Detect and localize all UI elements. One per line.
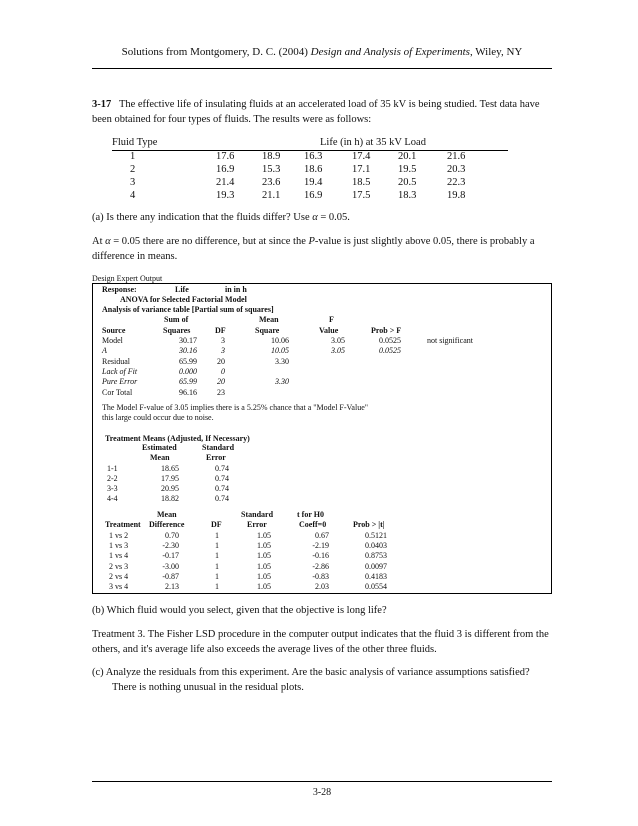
life-value-cell: 20.1 — [398, 151, 417, 162]
footer-rule — [92, 781, 552, 782]
means-treatment-cell: 3-3 — [107, 484, 118, 493]
header-suffix: , Wiley, NY — [469, 46, 523, 58]
part-b-answer: Treatment 3. The Fisher LSD procedure in the computer output indicates that the fluid 3 is different from the others, and it's average life also exceeds the average lives of the other three fluids. — [92, 629, 549, 655]
comparison-df-cell: 1 — [215, 561, 219, 571]
life-value-cell: 19.8 — [447, 190, 466, 201]
comparison-treatment-cell: 3 vs 4 — [109, 582, 129, 591]
p-symbol: P — [308, 236, 315, 247]
col-head-mean: Mean — [259, 315, 279, 324]
part-b-question: (b) Which fluid would you select, given that the objective is long life? — [92, 605, 387, 616]
part-c-answer: There is nothing unusual in the residual plots. — [112, 682, 304, 693]
anova-df-cell: 20 — [217, 356, 225, 366]
design-expert-output-box — [92, 283, 552, 594]
comp-head-tforh0: t for H0 — [297, 510, 324, 519]
comparison-diff-cell: 0.70 — [165, 531, 179, 540]
header-rule — [92, 68, 552, 69]
life-value-cell: 23.6 — [262, 177, 281, 188]
comparison-se-cell: 1.05 — [257, 541, 271, 551]
col-head-prob: Prob > F — [371, 326, 402, 335]
comparison-p-cell: 0.0403 — [365, 541, 387, 551]
anova-p-cell: 0.0525 — [379, 346, 401, 356]
anova-ss-cell: 96.16 — [179, 387, 197, 397]
means-mean-cell: 20.95 — [161, 484, 179, 493]
comparison-t-cell: 0.67 — [315, 531, 329, 540]
problem-text: The effective life of insulating fluids at an accelerated load of 35 kV is being studied. Test data have been obtained for four types of fluids. The results were as follows: — [92, 99, 540, 125]
comparison-p-cell: 0.0554 — [365, 582, 387, 591]
comparison-t-cell: -2.19 — [312, 541, 329, 551]
anova-f-cell: 3.05 — [331, 336, 345, 345]
part-a-ans-end: -value is just slightly above 0.05, there is probably a difference in means. — [92, 236, 535, 262]
life-header: Life (in h) at 35 kV Load — [320, 137, 426, 148]
life-value-cell: 16.3 — [304, 151, 323, 162]
fluid-row — [112, 164, 508, 177]
part-a-q-text: (a) Is there any indication that the fluids differ? Use — [92, 212, 313, 223]
col-head-squares: Squares — [163, 326, 191, 335]
fluid-row — [112, 151, 508, 164]
life-value-cell: 20.5 — [398, 177, 417, 188]
col-head-f: F — [329, 315, 334, 324]
life-value-cell: 22.3 — [447, 177, 466, 188]
problem-number: 3-17 — [92, 99, 112, 110]
design-expert-label: Design Expert Output — [92, 274, 163, 283]
means-mean-cell: 18.82 — [161, 494, 179, 503]
life-value-cell: 18.6 — [304, 164, 323, 175]
means-mean-cell: 18.65 — [161, 464, 179, 473]
life-value-cell: 17.4 — [352, 151, 371, 162]
comp-head-difference: Difference — [149, 520, 185, 529]
fluid-type-header: Fluid Type — [112, 137, 158, 148]
col-head-source: Source — [102, 326, 126, 335]
means-head-mean: Mean — [150, 453, 170, 462]
comparison-diff-cell: -3.00 — [162, 561, 179, 571]
comparison-p-cell: 0.0097 — [365, 561, 387, 571]
means-se-cell: 0.74 — [215, 494, 229, 503]
life-value-cell: 19.4 — [304, 177, 323, 188]
anova-source-cell: Residual — [102, 356, 130, 366]
life-value-cell: 21.6 — [447, 151, 466, 162]
anova-source-cell: Cor Total — [102, 387, 133, 397]
alpha-symbol: α — [312, 212, 318, 223]
anova-ss-cell: 65.99 — [179, 377, 197, 387]
means-se-cell: 0.74 — [215, 484, 229, 493]
fluid-table-header — [112, 137, 508, 151]
anova-ms-cell: 10.05 — [271, 346, 289, 356]
col-head-sumof: Sum of — [164, 315, 189, 324]
part-a-answer — [92, 234, 552, 264]
comp-head-error: Error — [247, 520, 267, 529]
fluid-data-table — [112, 137, 508, 203]
comp-head-mean: Mean — [157, 510, 177, 519]
comparison-p-cell: 0.4183 — [365, 571, 387, 581]
treatment-means-title: Treatment Means (Adjusted, If Necessary) — [105, 434, 250, 443]
comparison-diff-cell: -0.17 — [162, 551, 179, 561]
comparison-diff-cell: -2.30 — [162, 541, 179, 551]
comparison-diff-cell: -0.87 — [162, 571, 179, 581]
life-value-cell: 21.4 — [216, 177, 235, 188]
comparison-se-cell: 1.05 — [257, 582, 271, 591]
comparison-t-cell: -0.83 — [312, 571, 329, 581]
comparison-treatment-cell: 2 vs 4 — [109, 571, 129, 581]
means-treatment-cell: 2-2 — [107, 474, 118, 483]
problem-statement — [92, 97, 552, 127]
means-mean-cell: 17.95 — [161, 474, 179, 483]
means-head-error: Error — [206, 453, 226, 462]
comp-head-df: DF — [211, 520, 222, 529]
life-value-cell: 19.5 — [398, 164, 417, 175]
part-a-ans-start: At — [92, 236, 106, 247]
life-value-cell: 16.9 — [304, 190, 323, 201]
means-treatment-cell: 4-4 — [107, 494, 118, 503]
comparison-df-cell: 1 — [215, 551, 219, 561]
fluid-type-cell: 3 — [130, 177, 136, 188]
anova-df-cell: 20 — [217, 377, 225, 387]
anova-source-cell: Model — [102, 336, 123, 345]
comparison-df-cell: 1 — [215, 582, 219, 591]
anova-ms-cell: 10.06 — [271, 336, 289, 345]
alpha-symbol: α — [105, 236, 111, 247]
anova-source-cell: Pure Error — [102, 377, 138, 387]
comparison-df-cell: 1 — [215, 531, 219, 540]
fluid-type-cell: 4 — [130, 190, 136, 201]
header-book-title: Design and Analysis of Experiments — [310, 46, 470, 58]
comparison-se-cell: 1.05 — [257, 561, 271, 571]
anova-source-cell: Lack of Fit — [102, 366, 138, 376]
means-head-standard: Standard — [202, 443, 235, 452]
col-head-df: DF — [215, 326, 226, 335]
response-label: Response: — [102, 285, 137, 294]
means-se-cell: 0.74 — [215, 464, 229, 473]
anova-f-cell: 3.05 — [331, 346, 345, 356]
part-a-q-end: = 0.05. — [317, 212, 350, 223]
fluid-table-body — [112, 151, 508, 203]
response-name: Life — [175, 285, 189, 294]
comparison-treatment-cell: 1 vs 2 — [109, 531, 129, 540]
comparison-treatment-cell: 1 vs 3 — [109, 541, 129, 551]
life-value-cell: 17.5 — [352, 190, 371, 201]
life-value-cell: 17.1 — [352, 164, 371, 175]
life-value-cell: 18.9 — [262, 151, 281, 162]
comparison-t-cell: -2.86 — [312, 561, 329, 571]
comparison-t-cell: -0.16 — [312, 551, 329, 561]
anova-ss-cell: 30.17 — [179, 336, 197, 345]
comparison-treatment-cell: 1 vs 4 — [109, 551, 129, 561]
model-note-line1: The Model F-value of 3.05 implies there is a 5.25% chance that a "Model F-Value" — [102, 403, 369, 412]
life-value-cell: 19.3 — [216, 190, 235, 201]
comp-head-treatment: Treatment — [105, 520, 141, 529]
means-treatment-cell: 1-1 — [107, 464, 118, 473]
page-number: 3-28 — [312, 787, 332, 798]
running-header — [92, 46, 552, 58]
fluid-type-cell: 1 — [130, 151, 136, 162]
comparison-t-cell: 2.03 — [315, 582, 329, 591]
col-head-square: Square — [255, 326, 280, 335]
means-se-cell: 0.74 — [215, 474, 229, 483]
fluid-row — [112, 190, 508, 203]
life-value-cell: 17.6 — [216, 151, 235, 162]
comparison-se-cell: 1.05 — [257, 551, 271, 561]
anova-ss-cell: 30.16 — [179, 346, 197, 356]
anova-ms-cell: 3.30 — [275, 356, 289, 366]
anova-df-cell: 23 — [217, 387, 225, 397]
life-value-cell: 18.5 — [352, 177, 371, 188]
response-unit: in in h — [225, 285, 247, 294]
anova-note-cell: not significant — [427, 336, 473, 345]
anova-df-cell: 3 — [221, 336, 225, 345]
anova-df-cell: 3 — [221, 346, 225, 356]
anova-ss-cell: 65.99 — [179, 356, 197, 366]
part-c-question: (c) Analyze the residuals from this experiment. Are the basic analysis of variance assumptions satisfied? — [92, 667, 530, 678]
anova-title: ANOVA for Selected Factorial Model — [120, 295, 247, 304]
means-head-estimated: Estimated — [142, 443, 177, 452]
comparison-p-cell: 0.5121 — [365, 531, 387, 540]
anova-ms-cell: 3.30 — [275, 377, 289, 387]
comparison-treatment-cell: 2 vs 3 — [109, 561, 129, 571]
anova-ss-cell: 0.000 — [179, 366, 197, 376]
part-a-question — [92, 210, 552, 225]
comp-head-coeff: Coeff=0 — [299, 520, 327, 529]
part-a-ans-mid: = 0.05 there are no difference, but at since the — [110, 236, 309, 247]
anova-source-cell: A — [102, 346, 107, 356]
life-value-cell: 16.9 — [216, 164, 235, 175]
anova-df-cell: 0 — [221, 366, 225, 376]
life-value-cell: 18.3 — [398, 190, 417, 201]
comparison-df-cell: 1 — [215, 571, 219, 581]
col-head-value: Value — [319, 326, 339, 335]
comparison-diff-cell: 2.13 — [165, 582, 179, 591]
comp-head-standard: Standard — [241, 510, 274, 519]
comparison-se-cell: 1.05 — [257, 531, 271, 540]
life-value-cell: 15.3 — [262, 164, 281, 175]
anova-subtitle: Analysis of variance table [Partial sum of squares] — [102, 305, 274, 314]
anova-p-cell: 0.0525 — [379, 336, 401, 345]
life-value-cell: 20.3 — [447, 164, 466, 175]
header-prefix: Solutions from Montgomery, D. C. (2004) — [121, 46, 311, 58]
model-note-line2: this large could occur due to noise. — [102, 413, 214, 422]
comparison-df-cell: 1 — [215, 541, 219, 551]
fluid-row — [112, 177, 508, 190]
comparison-p-cell: 0.8753 — [365, 551, 387, 561]
fluid-type-cell: 2 — [130, 164, 136, 175]
life-value-cell: 21.1 — [262, 190, 281, 201]
comp-head-prob: Prob > |t| — [353, 520, 385, 529]
comparison-se-cell: 1.05 — [257, 571, 271, 581]
